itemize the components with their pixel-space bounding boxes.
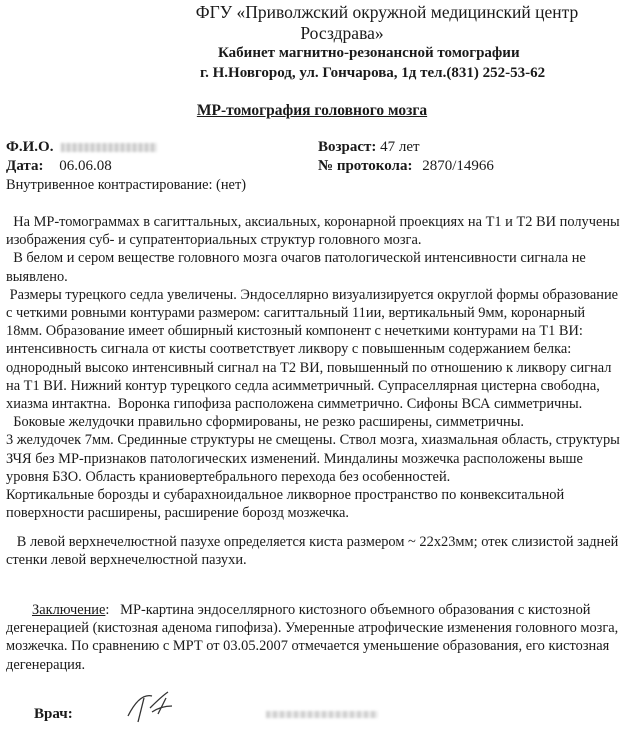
org-name-line2: Росздрава» [300,23,384,43]
findings-paragraph-5: 3 желудочек 7мм. Срединные структуры не смещены. Ствол мозга, хиазмальная область, структуры ЗЧЯ без МР-признаков патологических изменений. Миндалины мозжечка расположены выше уровня БЗО. Область краниовертебрального перехода без особенностей. [6,432,624,485]
redacted-doctor-name [266,711,378,718]
signature-image [122,688,182,728]
date-row [6,158,112,175]
date-label: Дата: [6,158,44,174]
findings-paragraph-6: Кортикальные борозды и субарахноидальное ликворное пространство по конвекситальной поверхности расширены, расширение борозд мозжечка. [6,487,568,522]
contrast-info: Внутривенное контрастирование: (нет) [6,177,247,193]
address-line: г. Н.Новгород, ул. Гончарова, 1д тел.(831) 252-53-62 [200,65,546,81]
fio-row [6,139,157,156]
findings-paragraph-3: Размеры турецкого седла увеличены. Эндоселлярно визуализируется округлой формы образование с четкими ровными контурами размером: сагиттальный 11ии, вертикальный 9мм, коронарный 18мм. Образование имеет обширный кистозный компонент с нечеткими контурами на Т1 ВИ: интенсивность сигнала от кисты соответствует ликвору с повышенным содержанием белка: однородный высоко интенсивный сигнал на Т2 ВИ, повышенный по отношению к ликвору сигнал на Т1 ВИ. Нижний контур турецкого седла асимметричный. Супраселлярная цистерна свободна, хиазма интактна. Воронка гипофиза расположена симметрично. Сифоны ВСА симметричны. [6,286,622,413]
department-name: Кабинет магнитно-резонансной томографии [218,45,520,61]
conclusion-colon: : [105,602,110,618]
findings-paragraph-2: В белом и сером веществе головного мозга очагов патологической интенсивности сигнала не выявлено. [6,250,590,285]
document-title [0,102,624,120]
redacted-name [61,143,157,152]
findings-paragraph-4: Боковые желудочки правильно сформированы, не резко расширены, симметричны. [6,414,525,431]
org-name-line1: ФГУ «Приволжский окружной медицинский центр [195,2,579,22]
doctor-label: Врач: [34,706,73,722]
sinus-finding [6,533,622,569]
conclusion-block [6,601,622,674]
conclusion-label: Заключение [32,602,106,618]
protocol-row [318,158,494,175]
age-label: Возраст: [318,139,377,155]
findings-block [6,213,622,522]
conclusion-text: МР-картина эндоселлярного кистозного объемного образования с кистозной дегенерацией (кистозная аденома гипофиза). Умеренные атрофические изменения головного мозга, мозжечка. По сравнению с МРТ от 03.05.2007 отмечается уменьшение образования, его кистозная дегенерация. [6,602,622,673]
fio-label: Ф.И.О. [6,139,54,155]
document-title-text: МР-томография головного мозга [196,102,428,119]
findings-paragraph-1: На МР-томограммах в сагиттальных, аксиальных, коронарной проекциях на Т1 и Т2 ВИ получены изображения суб- и супратенториальных структур головного мозга. [6,214,624,249]
findings-paragraph-7: В левой верхнечелюстной пазухе определяется киста размером ~ 22х23мм; отек слизистой задней стенки левой верхнечелюстной пазухи. [6,534,622,569]
protocol-value: 2870/14966 [422,158,494,174]
age-row [318,139,420,156]
date-value: 06.06.08 [59,158,112,174]
age-value: 47 лет [380,139,420,155]
org-header [0,2,624,44]
protocol-label: № протокола: [318,158,413,174]
